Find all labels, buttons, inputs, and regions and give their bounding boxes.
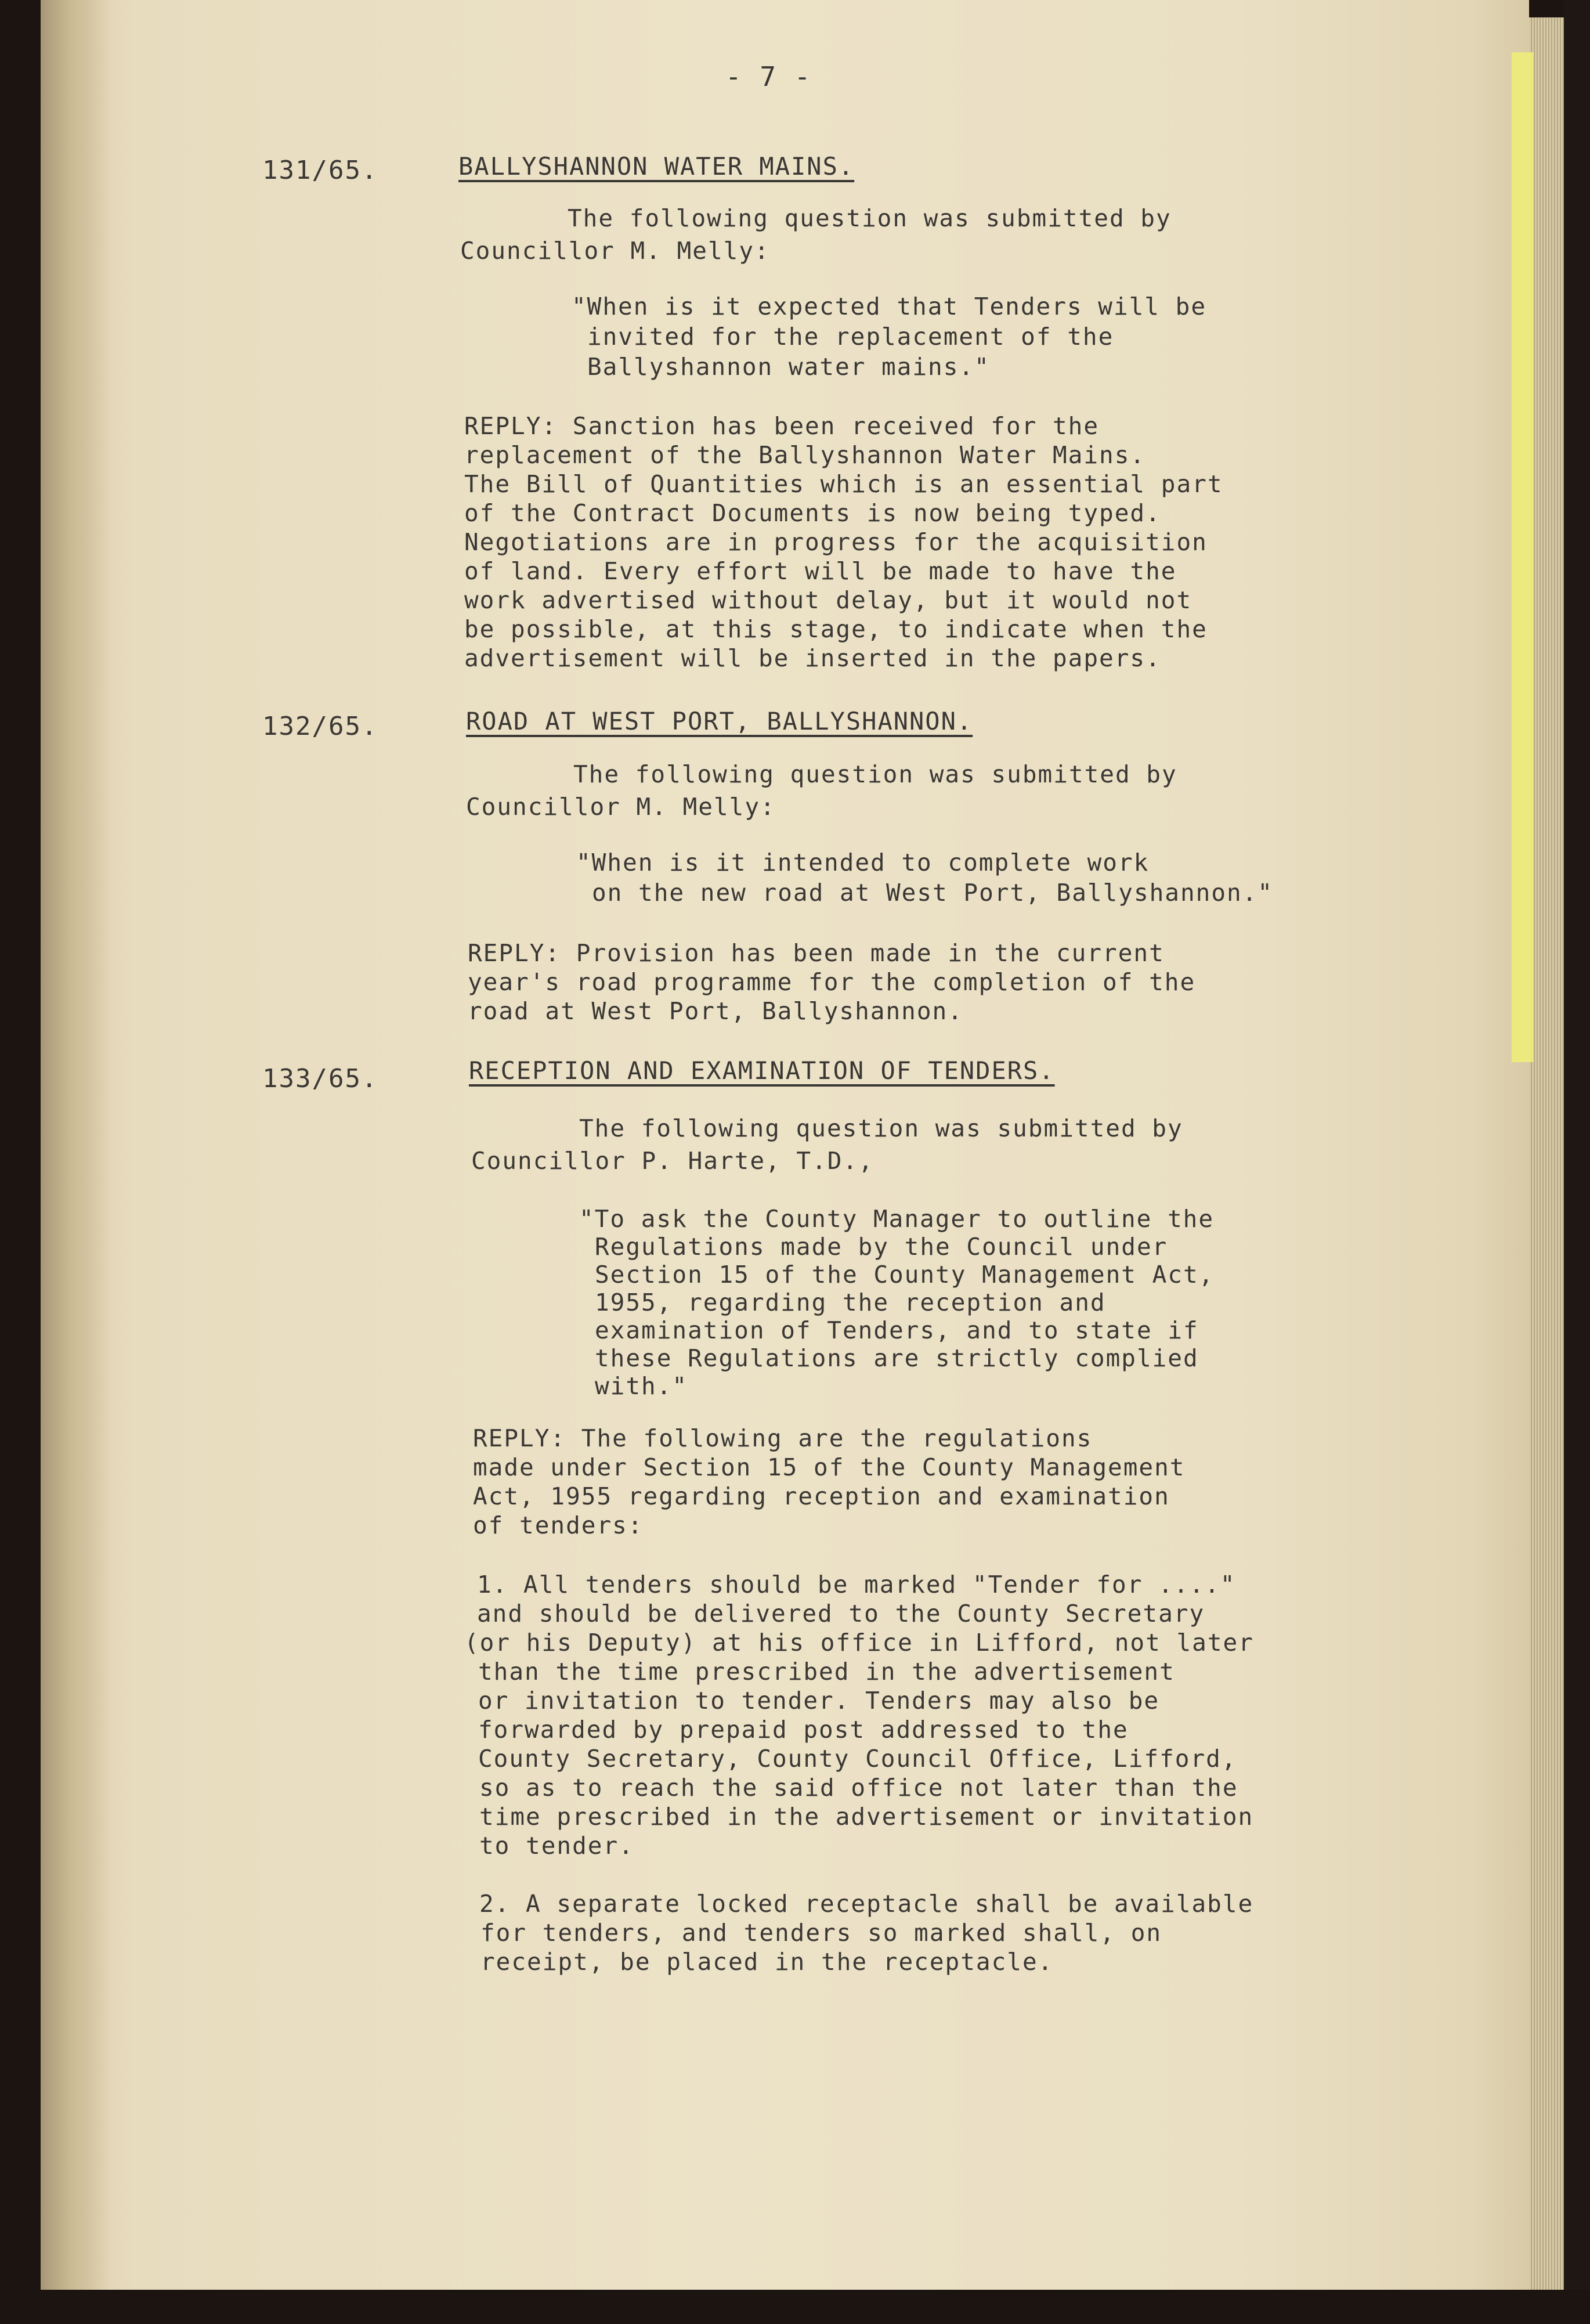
intro-line: The following question was submitted by bbox=[573, 760, 1177, 788]
item-number: 132/65. bbox=[262, 712, 378, 741]
regulation-line: 2. A separate locked receptacle shall be available bbox=[479, 1890, 1254, 1918]
question-line: with." bbox=[595, 1372, 688, 1400]
reply-line: made under Section 15 of the County Management bbox=[473, 1453, 1186, 1481]
regulation-line: time prescribed in the advertisement or invitation bbox=[479, 1803, 1254, 1831]
reply-line: The Bill of Quantities which is an essential part bbox=[464, 470, 1223, 498]
intro-line: Councillor M. Melly: bbox=[466, 793, 776, 821]
reply-line: REPLY: Provision has been made in the current bbox=[468, 939, 1165, 967]
regulation-line: than the time prescribed in the advertisement bbox=[478, 1658, 1175, 1686]
question-line: 1955, regarding the reception and bbox=[595, 1289, 1106, 1316]
item-heading: RECEPTION AND EXAMINATION OF TENDERS. bbox=[469, 1056, 1055, 1085]
regulation-line: or invitation to tender. Tenders may also be bbox=[478, 1687, 1160, 1715]
question-line: invited for the replacement of the bbox=[587, 323, 1114, 351]
binding-gutter-shadow bbox=[41, 0, 110, 2290]
reply-line: of tenders: bbox=[473, 1511, 644, 1539]
regulation-line: receipt, be placed in the receptacle. bbox=[480, 1948, 1054, 1976]
item-heading: BALLYSHANNON WATER MAINS. bbox=[458, 152, 855, 181]
item-heading: ROAD AT WEST PORT, BALLYSHANNON. bbox=[466, 707, 973, 735]
regulation-line: so as to reach the said office not later than the bbox=[479, 1774, 1238, 1802]
scan-background-right bbox=[1564, 0, 1590, 2324]
reply-line: of the Contract Documents is now being typed. bbox=[464, 499, 1161, 527]
page-number: - 7 - bbox=[725, 61, 812, 92]
question-line: "To ask the County Manager to outline the bbox=[579, 1205, 1215, 1233]
question-line: on the new road at West Port, Ballyshannon." bbox=[592, 879, 1274, 907]
reply-line: of land. Every effort will be made to have the bbox=[464, 557, 1177, 585]
reply-line: work advertised without delay, but it would not bbox=[464, 586, 1192, 614]
reply-line: Negotiations are in progress for the acquisition bbox=[464, 528, 1208, 556]
regulation-line: forwarded by prepaid post addressed to the bbox=[478, 1716, 1129, 1744]
reply-line: year's road programme for the completion of the bbox=[468, 968, 1196, 996]
stacked-page-edges bbox=[1529, 17, 1564, 2290]
intro-line: Councillor M. Melly: bbox=[460, 237, 770, 265]
reply-line: REPLY: The following are the regulations bbox=[473, 1424, 1093, 1452]
reply-line: be possible, at this stage, to indicate when the bbox=[464, 615, 1208, 643]
regulation-line: to tender. bbox=[479, 1832, 634, 1860]
reply-line: road at West Port, Ballyshannon. bbox=[468, 997, 963, 1025]
regulation-line: 1. All tenders should be marked "Tender for ...." bbox=[477, 1571, 1236, 1598]
reply-line: replacement of the Ballyshannon Water Mains. bbox=[464, 441, 1146, 469]
question-line: Ballyshannon water mains." bbox=[587, 353, 990, 381]
reply-line: advertisement will be inserted in the papers. bbox=[464, 644, 1161, 672]
item-number: 133/65. bbox=[262, 1064, 378, 1094]
regulation-line: (or his Deputy) at his office in Lifford, not later bbox=[464, 1629, 1254, 1657]
question-line: examination of Tenders, and to state if bbox=[595, 1316, 1199, 1344]
intro-line: The following question was submitted by bbox=[579, 1114, 1183, 1142]
regulation-line: County Secretary, County Council Office, Lifford, bbox=[478, 1745, 1237, 1773]
regulation-line: for tenders, and tenders so marked shall, on bbox=[480, 1919, 1162, 1947]
question-line: Regulations made by the Council under bbox=[595, 1233, 1168, 1261]
item-number: 131/65. bbox=[262, 156, 378, 185]
question-line: Section 15 of the County Management Act, bbox=[595, 1261, 1215, 1289]
reply-line: Act, 1955 regarding reception and examination bbox=[473, 1482, 1170, 1510]
regulation-line: and should be delivered to the County Secretary bbox=[477, 1600, 1205, 1627]
question-line: these Regulations are strictly complied bbox=[595, 1344, 1199, 1372]
yellow-page-tab bbox=[1512, 52, 1534, 1062]
intro-line: The following question was submitted by bbox=[568, 204, 1172, 232]
reply-line: REPLY: Sanction has been received for the bbox=[464, 412, 1100, 440]
question-line: "When is it intended to complete work bbox=[576, 849, 1150, 876]
intro-line: Councillor P. Harte, T.D., bbox=[471, 1147, 874, 1175]
question-line: "When is it expected that Tenders will be bbox=[572, 293, 1207, 320]
scan-background-bottom bbox=[0, 2290, 1590, 2324]
